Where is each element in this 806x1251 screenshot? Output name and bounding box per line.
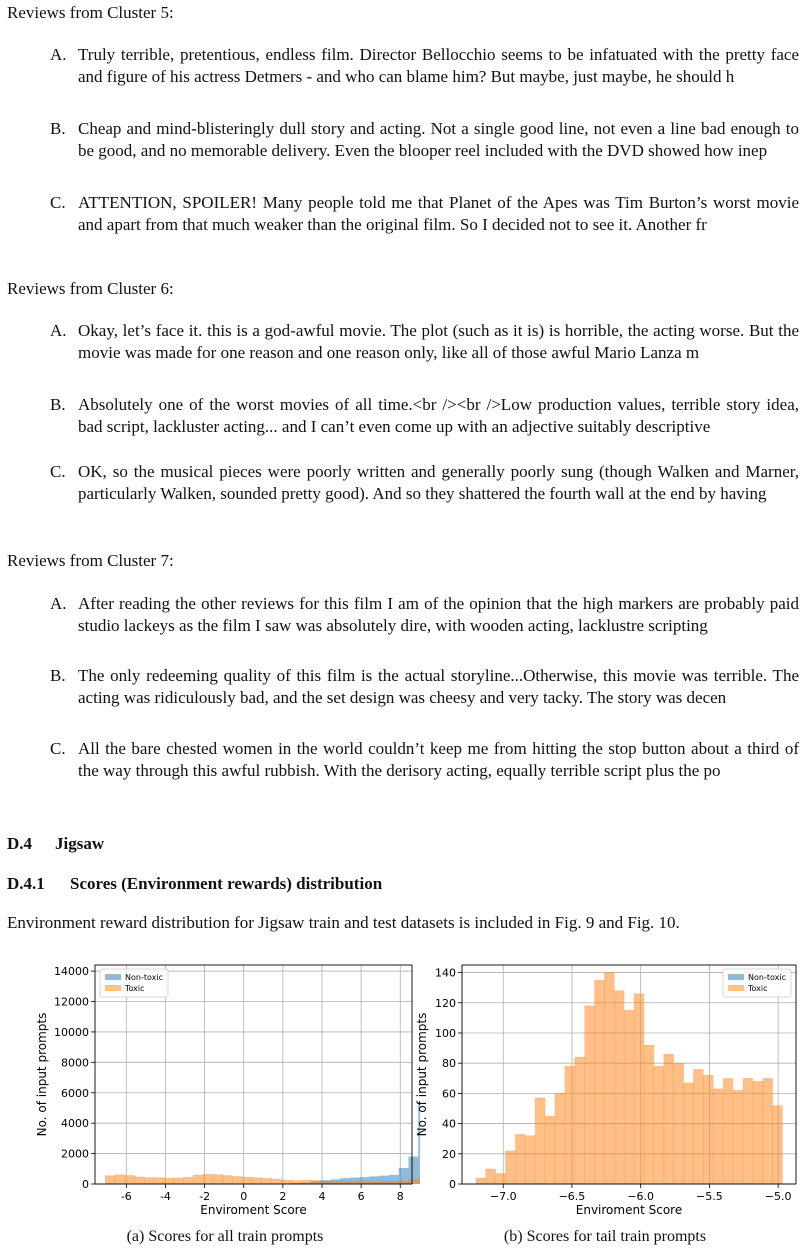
toxic-bar <box>703 1075 713 1184</box>
review-text: All the bare chested women in the world couldn’t keep me from hitting the stop button about a third of the way through this awful rubbish. With the derisory acting, equally terrible script plus the po <box>78 739 799 780</box>
x-tick-label: 2 <box>279 1190 287 1203</box>
toxic-bar <box>164 1178 174 1184</box>
legend-label: Toxic <box>748 984 768 993</box>
y-tick-label: 100 <box>435 1026 456 1040</box>
legend-swatch <box>105 974 121 980</box>
toxic-bar <box>144 1177 154 1184</box>
toxic-bar <box>115 1175 125 1184</box>
toxic-bar <box>320 1181 330 1184</box>
toxic-bar <box>505 1151 515 1184</box>
cluster-7-review-b <box>50 665 799 708</box>
toxic-bar <box>634 994 644 1184</box>
cluster-7-heading: Reviews from Cluster 7: <box>7 551 174 570</box>
toxic-bar <box>193 1175 203 1184</box>
cluster-7-review-a <box>50 593 799 636</box>
toxic-bar <box>242 1177 252 1184</box>
toxic-bar <box>753 1081 763 1184</box>
x-tick-label: -2 <box>199 1190 211 1203</box>
y-tick-label: 14000 <box>54 965 89 979</box>
toxic-bar <box>743 1078 753 1184</box>
y-tick-label: 40 <box>442 1117 456 1131</box>
review-text: ATTENTION, SPOILER! Many people told me that Planet of the Apes was Tim Burton’s worst movie and apart from that much weaker than the original film. So I decided not to see it. Another fr <box>78 193 799 234</box>
toxic-bar <box>525 1136 535 1184</box>
toxic-bar <box>624 1010 634 1184</box>
x-tick-label: 6 <box>357 1190 365 1203</box>
y-tick-label: 80 <box>442 1057 456 1071</box>
y-axis-label: No. of input prompts <box>415 1012 429 1137</box>
cluster-6-review-b <box>50 394 799 437</box>
y-tick-label: 0 <box>82 1178 89 1191</box>
review-letter: C. <box>50 462 66 481</box>
review-text: Absolutely one of the worst movies of all time.<br /><br />Low production values, terrible story idea, bad script, lackluster acting... and I can’t even come up with an adjective suitably descriptive <box>78 395 799 436</box>
review-letter: A. <box>50 321 67 340</box>
toxic-bar <box>693 1069 703 1184</box>
toxic-bar <box>281 1180 291 1184</box>
legend-swatch <box>728 985 744 991</box>
review-letter: C. <box>50 193 66 212</box>
toxic-bar <box>713 1089 723 1184</box>
review-text: Okay, let’s face it. this is a god-awful movie. The plot (such as it is) is horrible, the acting worse. But the movie was made for one reason and one reason only, like all of those awful Mario Lanza m <box>78 321 799 362</box>
histogram-chart-all-train <box>0 950 420 1220</box>
x-tick-label: 0 <box>240 1190 248 1203</box>
toxic-bar <box>555 1093 565 1184</box>
x-tick-label: −6.5 <box>558 1190 586 1203</box>
review-letter: B. <box>50 395 66 414</box>
toxic-bar <box>213 1175 223 1184</box>
toxic-bar <box>399 1181 409 1184</box>
review-letter: A. <box>50 594 67 613</box>
toxic-bar <box>763 1078 773 1184</box>
y-tick-label: 8000 <box>61 1056 89 1070</box>
x-tick-label: -4 <box>159 1190 171 1203</box>
toxic-bar <box>174 1178 184 1184</box>
toxic-bar <box>301 1180 311 1184</box>
y-tick-label: 6000 <box>61 1086 89 1100</box>
cluster-6-review-a <box>50 320 799 363</box>
toxic-bar <box>232 1176 242 1184</box>
review-text: OK, so the musical pieces were poorly written and generally poorly sung (though Walken and Marner, particularly Walken, sounded pretty good). And so they shattered the fourth wall at the end by having <box>78 462 799 503</box>
toxic-bar <box>135 1177 145 1184</box>
review-letter: A. <box>50 45 67 64</box>
y-tick-label: 2000 <box>61 1147 89 1161</box>
review-letter: C. <box>50 739 66 758</box>
toxic-bar <box>565 1066 575 1184</box>
toxic-bar <box>203 1174 213 1184</box>
toxic-bar <box>515 1134 525 1184</box>
y-tick-label: 20 <box>442 1147 456 1161</box>
x-tick-label: −5.5 <box>696 1190 723 1203</box>
x-axis-label: Enviroment Score <box>575 1203 683 1217</box>
legend-label: Non-toxic <box>125 973 163 982</box>
review-letter: B. <box>50 666 66 685</box>
toxic-bar <box>595 980 605 1184</box>
x-axis-label: Enviroment Score <box>200 1203 307 1217</box>
x-tick-label: 4 <box>318 1190 326 1203</box>
y-tick-label: 0 <box>449 1178 456 1191</box>
cluster-5-review-b <box>50 118 799 161</box>
review-text: Truly terrible, pretentious, endless film. Director Bellocchio seems to be infatuated with the pretty face and figure of his actress Detmers - and who can blame him? But maybe, just maybe, he should h <box>78 45 799 86</box>
x-tick-label: −6.0 <box>627 1190 655 1203</box>
subsection-number: D.4.1 <box>7 874 45 893</box>
review-letter: B. <box>50 119 66 138</box>
section-number: D.4 <box>7 834 33 853</box>
figure-caption-a: (a) Scores for all train prompts <box>126 1228 324 1245</box>
toxic-bar <box>575 1057 585 1184</box>
toxic-bar <box>105 1176 115 1184</box>
y-tick-label: 12000 <box>54 995 89 1009</box>
toxic-bar <box>496 1173 506 1184</box>
toxic-bar <box>154 1178 164 1184</box>
toxic-bar <box>476 1178 486 1184</box>
toxic-bar <box>585 1006 595 1184</box>
cluster-5-review-c <box>50 192 799 235</box>
cluster-5-review-a <box>50 44 799 87</box>
body-paragraph: Environment reward distribution for Jigsaw train and test datasets is included in Fig. 9 and Fig. 10. <box>7 913 680 932</box>
x-tick-label: 8 <box>396 1190 404 1203</box>
y-tick-label: 10000 <box>54 1025 89 1039</box>
cluster-5-heading: Reviews from Cluster 5: <box>7 3 174 22</box>
toxic-bar <box>262 1178 272 1184</box>
subsection-heading <box>7 874 382 894</box>
toxic-bar <box>252 1178 262 1184</box>
y-tick-label: 4000 <box>61 1117 89 1131</box>
review-text: Cheap and mind-blisteringly dull story and acting. Not a single good line, not even a line bad enough to be good, and no memorable delivery. Even the blooper reel included with the DVD showed how inep <box>78 119 799 160</box>
y-axis-label: No. of input prompts <box>35 1012 49 1137</box>
toxic-bar <box>272 1179 282 1184</box>
y-tick-label: 120 <box>435 996 456 1010</box>
legend-label: Toxic <box>125 984 145 993</box>
plot-frame <box>95 965 412 1184</box>
x-tick-label: −7.0 <box>489 1190 517 1203</box>
toxic-bar <box>664 1054 674 1184</box>
toxic-bar <box>125 1175 135 1184</box>
section-title: Jigsaw <box>55 834 105 853</box>
toxic-bar <box>486 1169 496 1184</box>
toxic-bar <box>223 1175 233 1184</box>
legend-label: Non-toxic <box>748 973 786 982</box>
x-tick-label: -6 <box>120 1190 132 1203</box>
toxic-bar <box>644 1045 654 1184</box>
legend-swatch <box>105 985 121 991</box>
y-tick-label: 60 <box>442 1087 456 1101</box>
cluster-6-heading: Reviews from Cluster 6: <box>7 279 174 298</box>
toxic-bar <box>684 1083 694 1184</box>
toxic-bar <box>535 1098 545 1184</box>
toxic-bar <box>604 973 614 1184</box>
toxic-bar <box>545 1116 555 1184</box>
toxic-bar <box>773 1105 783 1184</box>
review-text: The only redeeming quality of this film is the actual storyline...Otherwise, this movie was terrible. The acting was ridiculously bad, and the set design was cheesy and very tacky. The story was decen <box>78 666 799 707</box>
toxic-bar <box>733 1090 743 1184</box>
toxic-bar <box>674 1063 684 1184</box>
cluster-6-review-c <box>50 461 799 504</box>
legend-swatch <box>728 974 744 980</box>
histogram-chart-tail-train <box>412 950 806 1220</box>
section-heading <box>7 834 104 854</box>
y-tick-label: 140 <box>435 966 456 980</box>
toxic-bar <box>291 1181 301 1184</box>
figure-caption-b: (b) Scores for tail train prompts <box>503 1228 707 1245</box>
toxic-bar <box>183 1177 193 1184</box>
review-text: After reading the other reviews for this film I am of the opinion that the high markers are probably paid studio lackeys as the film I saw was absolutely dire, with wooden acting, lacklustre scripting <box>78 594 799 635</box>
cluster-7-review-c <box>50 738 799 781</box>
toxic-bar <box>654 1066 664 1184</box>
x-tick-label: −5.0 <box>764 1190 792 1203</box>
toxic-bar <box>723 1078 733 1184</box>
toxic-bar <box>311 1180 321 1184</box>
subsection-title: Scores (Environment rewards) distribution <box>70 874 383 893</box>
toxic-bar <box>614 991 624 1184</box>
